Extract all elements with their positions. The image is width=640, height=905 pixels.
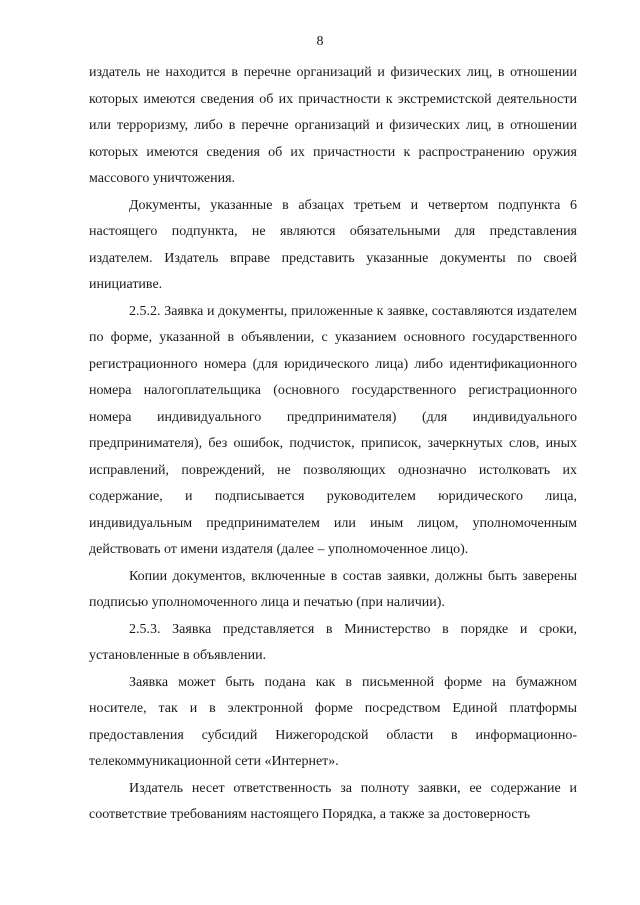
paragraph-2-5-2: 2.5.2. Заявка и документы, приложенные к заявке, составляются издателем по форме, указанной в объявлении, с указанием основного государственного регистрационного номера (для юридического лица) либо идентификационного номера налогоплательщика (основного государственного регистрационного номера индивидуального предпринимателя) (для индивидуального предпринимателя), без ошибок, подчисток, приписок, зачеркнутых слов, иных исправлений, повреждений, не позволяющих однозначно истолковать их содержание, и подписывается руководителем юридического лица, индивидуальным предпринимателем или иным лицом, уполномоченным действовать от имени издателя (далее – уполномоченное лицо). <box>89 303 577 557</box>
page-number: 8 <box>316 34 324 49</box>
paragraph-responsibility: Издатель несет ответственность за полноту заявки, ее содержание и соответствие требованиям настоящего Порядка, а также за достоверность <box>89 780 577 822</box>
paragraph-document-copies: Копии документов, включенные в состав заявки, должны быть заверены подписью уполномоченного лица и печатью (при наличии). <box>89 568 577 610</box>
paragraph-submission-form: Заявка может быть подана как в письменной форме на бумажном носителе, так и в электронной форме посредством Единой платформы предоставления субсидий Нижегородской области в информационно-телекоммуникационной сети «Интернет». <box>89 674 577 769</box>
document-body <box>89 60 577 829</box>
paragraph-documents-optional: Документы, указанные в абзацах третьем и четвертом подпункта 6 настоящего подпункта, не являются обязательными для представления издателем. Издатель вправе представить указанные документы по своей инициативе. <box>89 197 577 292</box>
paragraph-2-5-3: 2.5.3. Заявка представляется в Министерство в порядке и сроки, установленные в объявлении. <box>89 621 577 663</box>
paragraph-continuation: издатель не находится в перечне организаций и физических лиц, в отношении которых имеются сведения об их причастности к экстремистской деятельности или терроризму, либо в перечне организаций и физических лиц, в отношении которых имеются сведения об их причастности к распространению оружия массового уничтожения. <box>89 65 577 186</box>
